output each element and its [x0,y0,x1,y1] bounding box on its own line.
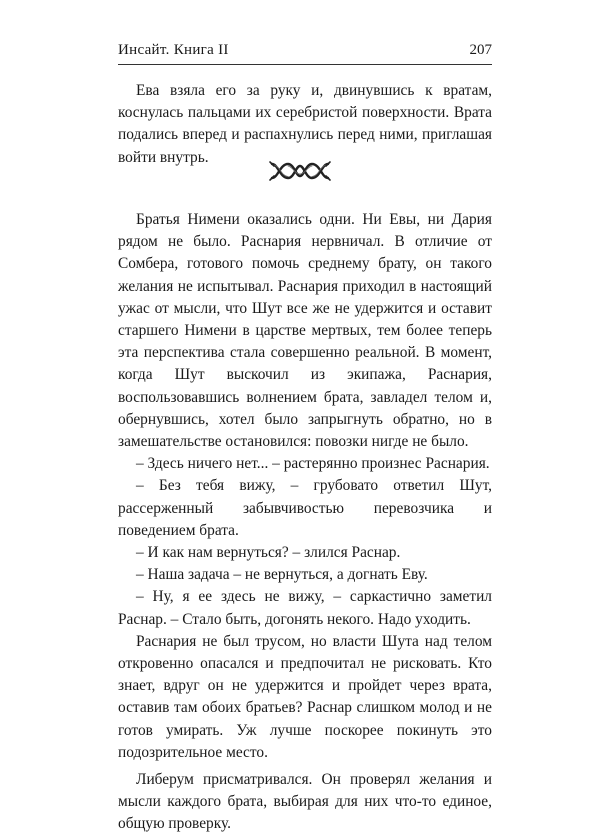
page-number: 207 [469,42,492,58]
knot-ornament-icon [268,158,332,184]
knot-ornament-icon [268,158,332,184]
paragraph: Ева взяла его за руку и, двинувшись к вратам, коснулась пальцами их серебристой поверхности. Врата подались вперед и распахнулись перед ними, приглашая войти внутрь. [118,82,492,166]
page-header [118,38,492,65]
running-title: Инсайт. Книга II [118,42,229,58]
paragraph: Братья Нимени оказались одни. Ни Евы, ни Дария рядом не было. Раснария нервничал. В отличие от Сомбера, готового помочь среднему брату, он такого желания не испытывал. Раснария приходил в настоящий ужас от мысли, что Шут все же не удержится и оставит старшего Нимени в царстве мертвых, тем более теперь эта перспектива стала совершенно реальной. В момент, когда Шут выскочил из экипажа, Раснария, воспользовавшись волнением брата, завладел телом и, обернувшись, хотел было запрыгнуть обратно, но в замешательстве остановился: повозки нигде не было. [118,211,492,451]
dialogue-line: – Наша задача – не вернуться, а догнать Еву. [136,566,428,584]
section-1-text [118,80,492,169]
paragraph: Либерум присматривался. Он проверял желания и мысли каждого брата, выбирая для них что-то единое, общую проверку. [118,771,492,833]
dialogue-line: – Здесь ничего нет... – растерянно произнес Раснария. [136,455,490,473]
dialogue-line: – И как нам вернуться? – злился Раснар. [136,544,401,562]
dialogue-line: – Без тебя вижу, – грубовато ответил Шут, рассерженный забывчивостью перевозчика и поведением брата. [118,477,492,539]
dialogue-line: – Ну, я ее здесь не вижу, – саркастично заметил Раснар. – Стало быть, догонять некого. Надо уходить. [118,588,492,628]
section-2-text [118,209,492,836]
paragraph: Раснария не был трусом, но власти Шута над телом откровенно опасался и предпочитал не рисковать. Кто знает, вдруг он не удержится и пройдет через врата, оставив там обоих братьев? Раснар слишком молод и не готов умирать. Уж лучше поскорее покинуть это подозрительное место. [118,632,492,761]
